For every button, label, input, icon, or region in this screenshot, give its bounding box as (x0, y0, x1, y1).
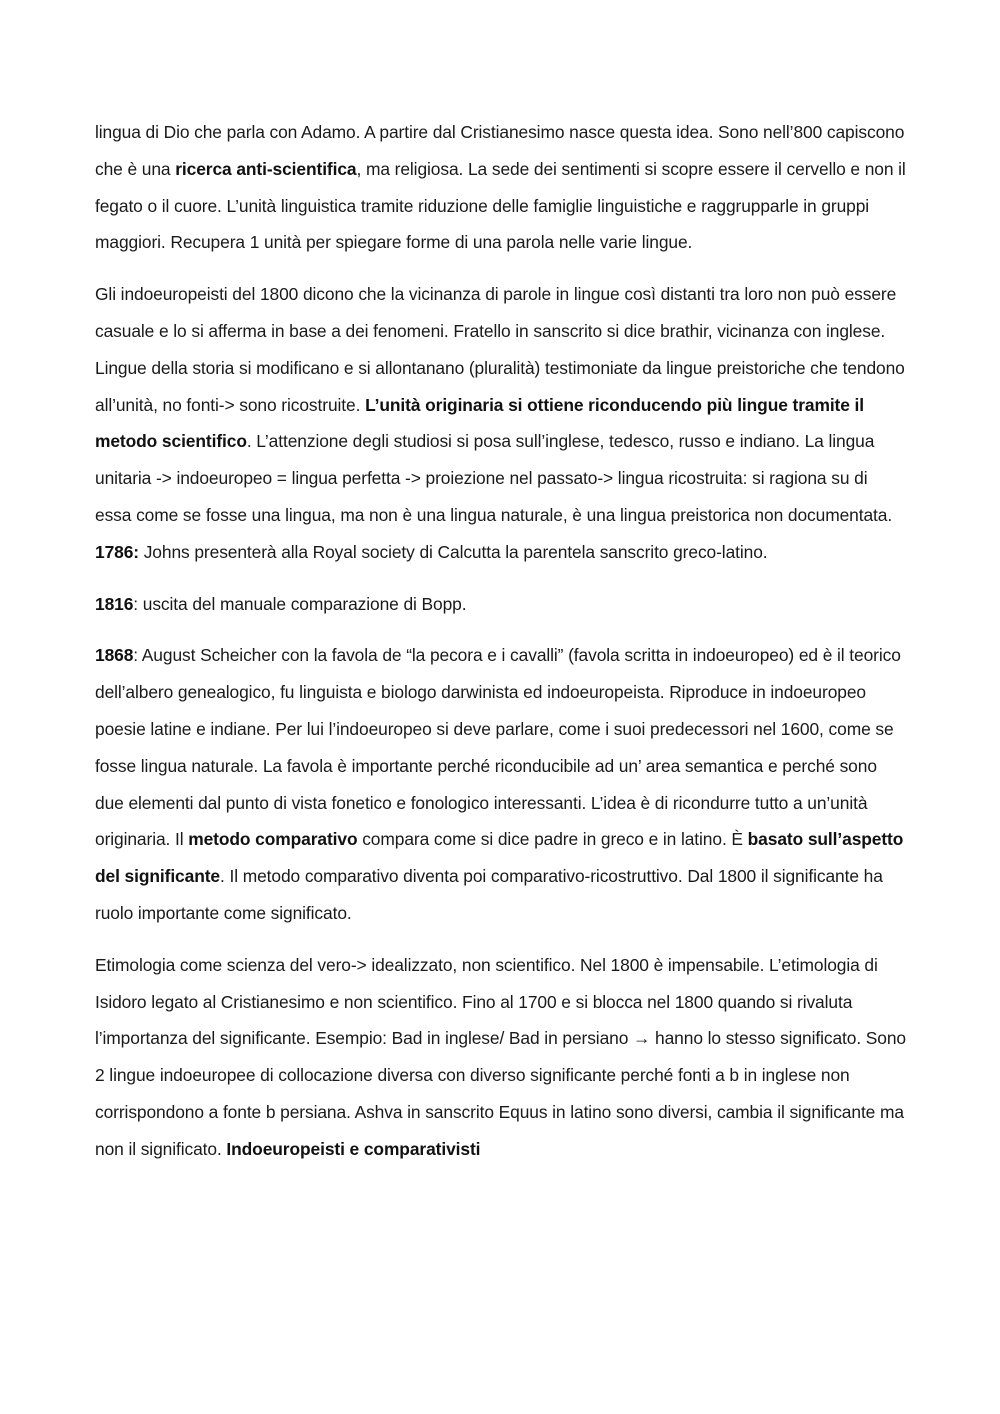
bold-text: 1816 (95, 593, 134, 614)
bold-text: metodo comparativo (188, 829, 358, 850)
bold-text: 1786: (95, 541, 139, 562)
bold-text: Indoeuropeisti e comparativisti (226, 1138, 481, 1159)
bold-text: L’unità originaria si ottiene riconducendo più lingue tramite il metodo scientifico (95, 394, 865, 452)
text-run: . L’attenzione degli studiosi si posa sull’inglese, tedesco, russo e indiano. La lingua unitaria -> indoeuropeo = lingua perfetta -> proiezione nel passato-> lingua ricostruita: si ragiona su di essa come se fosse una lingua, ma non è una lingua naturale, è una lingua preistorica non documentata. (95, 431, 893, 525)
paragraph (95, 637, 907, 931)
paragraph (95, 586, 907, 623)
text-run: , ma religiosa. La sede dei sentimenti si scopre essere il cervello e non il fegato o il cuore. L’unità linguistica tramite riduzione delle famiglie linguistiche e raggrupparle in gruppi maggiori. Recupera 1 unità per spiegare forme di una parola nelle varie lingue. (95, 158, 906, 253)
bold-text: ricerca anti-scientifica (175, 158, 357, 179)
text-run: Johns presenterà alla Royal society di Calcutta la parentela sanscrito greco-latino. (138, 541, 768, 562)
paragraph (95, 534, 907, 571)
text-run: : uscita del manuale comparazione di Bopp. (133, 593, 467, 614)
paragraph (95, 114, 907, 261)
text-run: : August Scheicher con la favola de “la pecora e i cavalli” (favola scritta in indoeuropeo) ed è il teorico dell’albero genealogico, fu linguista e biologo darwinista ed indoeuropeista. Riproduce in indoeuropeo poesie latine e indiane. Per lui l’indoeuropeo si deve parlare, come i suoi predecessori nel 1600, come se fosse lingua naturale. La favola è importante perché riconducibile ad un’ area semantica e perché sono due elementi dal punto di vista fonetico e fonologico interessanti. L’idea è di ricondurre tutto a un’unità originaria. Il (95, 645, 901, 850)
text-run: Etimologia come scienza del vero-> idealizzato, non scientifico. Nel 1800 è impensabile. L’etimologia di Isidoro legato al Cristianesimo e non scientifico. Fino al 1700 e si blocca nel 1800 quando si rivaluta l’importanza del significante. Esempio: Bad in inglese/ Bad in persiano → hanno lo stesso significato. Sono 2 lingue indoeuropee di collocazione diversa con diverso significante perché fonti a b in inglese non corrispondono a fonte b persiana. Ashva in sanscrito Equus in latino sono diversi, cambia il significante ma non il significato. (95, 954, 907, 1159)
document-body (95, 114, 907, 1183)
bold-text: 1868 (95, 645, 134, 666)
text-run: lingua di Dio che parla con Adamo. A partire dal Cristianesimo nasce questa idea. Sono nell’800 capiscono che è una (95, 122, 905, 179)
paragraph (95, 276, 907, 534)
text-run: Gli indoeuropeisti del 1800 dicono che la vicinanza di parole in lingue così distanti tra loro non può essere casuale e lo si afferma in base a dei fenomeni. Fratello in sanscrito si dice brathir, vicinanza con inglese. Lingue della storia si modificano e si allontanano (pluralità) testimoniate da lingue preistoriche che tendono all’unità, no fonti-> sono ricostruite. (95, 284, 905, 415)
text-run: compara come si dice padre in greco e in latino. È (357, 829, 748, 850)
paragraph (95, 947, 907, 1168)
text-run: . Il metodo comparativo diventa poi comparativo-ricostruttivo. Dal 1800 il significante ha ruolo importante come significato. (95, 866, 883, 923)
bold-text: basato sull’aspetto del significante (95, 829, 904, 887)
